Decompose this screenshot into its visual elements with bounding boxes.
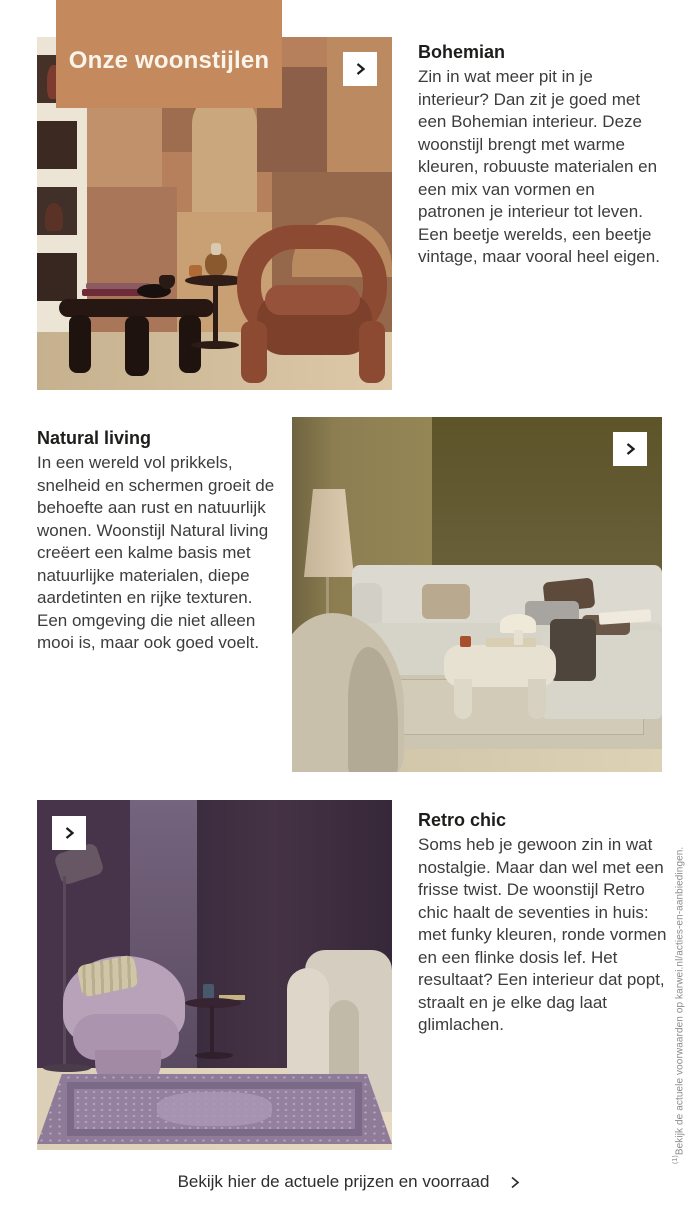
side-table-base [195,1052,233,1059]
disclaimer-vertical [662,798,690,1164]
armchair [235,225,392,383]
coffee-table-leg [454,679,472,719]
coffee-table-leg [528,679,546,719]
chevron-right-icon [353,62,367,76]
disclaimer-marker: (1) [672,1155,679,1164]
mug [460,636,471,647]
coffee-table-leg [125,316,149,376]
disclaimer-text: Bekijk de actuele voorwaarden op karwei.nl/acties-en-aanbiedingen. [674,846,686,1156]
mushroom-lamp-stem [514,630,523,645]
natural-living-body: In een wereld vol prikkels, snelheid en schermen groeit de behoefte aan rust en natuurlijk wonen. Woonstijl Natural living creëert een kalme basis met natuurlijke materialen, diepe aardetinten en rijke texturen. Een omgeving die niet alleen mooi is, maar ook goed voelt. [37,453,275,652]
floor-lamp-pole [63,876,66,1070]
retro-chic-body: Soms heb je gewoon zin in wat nostalgie. Maar dan wel met een frisse twist. De woonstijl Retro chic haalt de seventies in huis: met funky kleuren, ronde vormen en een flinke dosis lef. Het resultaat? Een interieur dat popt, straalt en je elke dag laat glimlachen. [418,835,667,1034]
wallpaper-patch [192,92,257,217]
retro-chic-text-block [418,810,676,1037]
carafe-neck [211,243,221,255]
natural-living-text-block [37,428,285,655]
mug [203,984,214,999]
natural-living-arrow-button[interactable] [613,432,647,466]
bohemian-arrow-button[interactable] [343,52,377,86]
retro-chic-photo[interactable] [37,800,392,1150]
floor-lamp-base [43,1064,91,1072]
rug-medallion [157,1092,272,1126]
armchair-cushion [265,285,360,315]
bohemian-title: Bohemian [418,42,506,62]
vase [45,203,63,231]
natural-living-title: Natural living [37,428,152,448]
armchair-leg [359,321,385,383]
bohemian-text-block [418,42,666,269]
bohemian-body: Zin in wat meer pit in je interieur? Dan zit je goed met een Bohemian interieur. Deze woonstijl brengt met warme kleuren, robuuste materialen en een mix van vormen en patronen je interieur tot leven. Een beetje werelds, een beetje vintage, maar vooral heel eigen. [418,67,660,266]
natural-living-photo[interactable] [292,417,662,772]
side-table-stem [213,285,218,345]
prices-stock-link-label: Bekijk hier de actuele prijzen en voorraad [177,1172,490,1191]
bookshelf-compartment [37,253,77,301]
onze-woonstijlen-badge [56,0,282,108]
side-table-base [191,341,239,349]
books [486,638,536,647]
prices-stock-link[interactable] [0,1172,700,1192]
retro-chic-arrow-button[interactable] [52,816,86,850]
armchair-leg [241,321,267,383]
throw-blanket [550,619,596,681]
retro-chic-title: Retro chic [418,810,507,830]
side-table-stem [210,1006,214,1054]
badge-label: Onze woonstijlen [68,47,270,74]
chevron-right-icon [62,826,76,840]
coffee-table-leg [69,315,91,373]
carafe [205,253,227,277]
pillow-beige [422,584,470,619]
bookshelf-compartment [37,121,77,169]
chevron-right-icon [507,1175,522,1190]
chevron-right-icon [623,442,637,456]
